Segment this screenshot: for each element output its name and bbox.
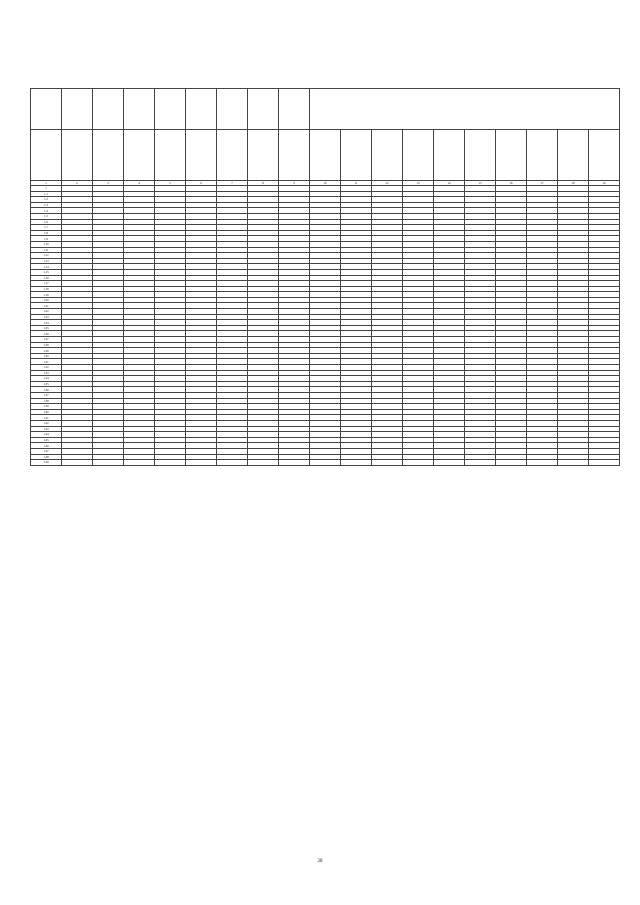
column-number-cell: 12 xyxy=(372,181,403,186)
column-number-cell: 11 xyxy=(341,181,372,186)
column-number-cell: 8 xyxy=(248,181,279,186)
header-detail-cell xyxy=(465,130,496,181)
column-number-cell: 16 xyxy=(496,181,527,186)
header-detail-cell xyxy=(217,130,248,181)
table-cell xyxy=(248,460,279,466)
row-code-cell: 1.41 xyxy=(31,415,62,421)
row-code-cell: 1.16 xyxy=(31,275,62,281)
row-code-cell: 1.32 xyxy=(31,365,62,371)
row-code-cell: 1.39 xyxy=(31,404,62,410)
header-detail-cell xyxy=(124,130,155,181)
row-code-cell: 1.22 xyxy=(31,309,62,315)
row-code-cell: 1.49 xyxy=(31,460,62,466)
row-code-cell: 1.8 xyxy=(31,230,62,236)
table-cell xyxy=(372,460,403,466)
row-code-cell: 1.23 xyxy=(31,314,62,320)
title-line xyxy=(40,49,600,56)
row-code-cell: 1 xyxy=(31,186,62,192)
table-cell xyxy=(279,460,310,466)
header-group-cell xyxy=(279,89,310,130)
row-code-cell: 1.27 xyxy=(31,337,62,343)
table-cell xyxy=(310,460,341,466)
row-code-cell: 1.40 xyxy=(31,409,62,415)
row-code-cell: 1.7 xyxy=(31,225,62,231)
row-code-cell: 1.46 xyxy=(31,443,62,449)
header-detail-cell xyxy=(279,130,310,181)
row-code-cell: 1.30 xyxy=(31,353,62,359)
header-detail-cell xyxy=(248,130,279,181)
title-line xyxy=(40,81,600,88)
header-group-cell xyxy=(31,89,62,130)
row-code-cell: 1.38 xyxy=(31,398,62,404)
row-code-cell: 1.29 xyxy=(31,348,62,354)
column-number-cell: 10 xyxy=(310,181,341,186)
header-group-cell xyxy=(93,89,124,130)
table-cell xyxy=(62,460,93,466)
row-code-cell: 1.13 xyxy=(31,258,62,264)
table-cell xyxy=(465,460,496,466)
row-code-cell: 1.6 xyxy=(31,219,62,225)
header-detail-cell xyxy=(496,130,527,181)
header-detail-cell xyxy=(403,130,434,181)
table-cell xyxy=(124,460,155,466)
column-number-cell: 17 xyxy=(527,181,558,186)
table-cell xyxy=(93,460,124,466)
table-cell xyxy=(558,460,589,466)
column-number-cell: 4 xyxy=(124,181,155,186)
page-number: 28 xyxy=(317,859,323,864)
title-line xyxy=(40,73,600,80)
row-code-cell: 1.44 xyxy=(31,432,62,438)
column-number-cell: 6 xyxy=(186,181,217,186)
row-code-cell: 1.19 xyxy=(31,292,62,298)
header-detail-cell xyxy=(155,130,186,181)
column-number-cell: 5 xyxy=(155,181,186,186)
column-number-cell: 18 xyxy=(558,181,589,186)
row-code-cell: 1.17 xyxy=(31,281,62,287)
header-group-cell xyxy=(248,89,279,130)
header-detail-cell xyxy=(527,130,558,181)
title-line xyxy=(40,57,600,64)
header-detail-cell xyxy=(310,130,341,181)
row-code-cell: 1.33 xyxy=(31,370,62,376)
title-block xyxy=(40,48,600,89)
table-cell xyxy=(403,460,434,466)
header-detail-cell xyxy=(589,130,620,181)
column-number-cell: 14 xyxy=(434,181,465,186)
row-code-cell: 1.10 xyxy=(31,241,62,247)
column-number-cell: 9 xyxy=(279,181,310,186)
row-code-cell: 1.24 xyxy=(31,320,62,326)
table-cell xyxy=(589,460,620,466)
column-number-cell: 1 xyxy=(31,181,62,186)
row-code-cell: 1.12 xyxy=(31,253,62,259)
header-detail-cell xyxy=(434,130,465,181)
header-detail-cell xyxy=(62,130,93,181)
row-code-cell: 1.5 xyxy=(31,213,62,219)
row-code-cell: 1.31 xyxy=(31,359,62,365)
form-table xyxy=(30,88,620,466)
header-detail-row xyxy=(31,130,620,181)
row-code-cell: 1.36 xyxy=(31,387,62,393)
column-number-cell: 19 xyxy=(589,181,620,186)
row-code-cell: 1.20 xyxy=(31,297,62,303)
row-code-cell: 1.43 xyxy=(31,426,62,432)
header-group-cell xyxy=(155,89,186,130)
row-code-cell: 1.14 xyxy=(31,264,62,270)
header-detail-cell xyxy=(558,130,589,181)
header-group-cell xyxy=(62,89,93,130)
header-detail-cell xyxy=(341,130,372,181)
header-detail-cell xyxy=(372,130,403,181)
table-cell xyxy=(217,460,248,466)
row-code-cell: 1.35 xyxy=(31,381,62,387)
row-code-cell: 1.34 xyxy=(31,376,62,382)
title-line xyxy=(40,65,600,72)
table-row xyxy=(31,460,620,466)
row-code-cell: 1.26 xyxy=(31,331,62,337)
table-cell xyxy=(434,460,465,466)
row-code-cell: 1.42 xyxy=(31,420,62,426)
row-code-cell: 1.21 xyxy=(31,303,62,309)
header-group-row xyxy=(31,89,620,130)
row-code-cell: 1.3 xyxy=(31,202,62,208)
row-code-cell: 1.9 xyxy=(31,236,62,242)
row-code-cell: 1.37 xyxy=(31,392,62,398)
column-number-cell: 2 xyxy=(62,181,93,186)
column-number-cell: 3 xyxy=(93,181,124,186)
row-code-cell: 1.1 xyxy=(31,191,62,197)
row-code-cell: 1.11 xyxy=(31,247,62,253)
column-number-cell: 7 xyxy=(217,181,248,186)
row-code-cell: 1.4 xyxy=(31,208,62,214)
table-cell xyxy=(496,460,527,466)
row-code-cell: 1.48 xyxy=(31,454,62,460)
table-cell xyxy=(341,460,372,466)
row-code-cell: 1.45 xyxy=(31,437,62,443)
row-code-cell: 1.2 xyxy=(31,197,62,203)
header-group-cell xyxy=(217,89,248,130)
table-cell xyxy=(527,460,558,466)
column-number-cell: 13 xyxy=(403,181,434,186)
row-code-cell: 1.28 xyxy=(31,342,62,348)
table-body xyxy=(31,186,620,466)
header-detail-cell xyxy=(31,130,62,181)
header-group-cell xyxy=(310,89,620,130)
form-table-container xyxy=(30,88,620,782)
table-cell xyxy=(186,460,217,466)
column-number-cell: 15 xyxy=(465,181,496,186)
table-cell xyxy=(155,460,186,466)
row-code-cell: 1.25 xyxy=(31,325,62,331)
header-detail-cell xyxy=(186,130,217,181)
header-group-cell xyxy=(124,89,155,130)
header-group-cell xyxy=(186,89,217,130)
row-code-cell: 1.15 xyxy=(31,269,62,275)
row-code-cell: 1.18 xyxy=(31,286,62,292)
row-code-cell: 1.47 xyxy=(31,448,62,454)
header-detail-cell xyxy=(93,130,124,181)
